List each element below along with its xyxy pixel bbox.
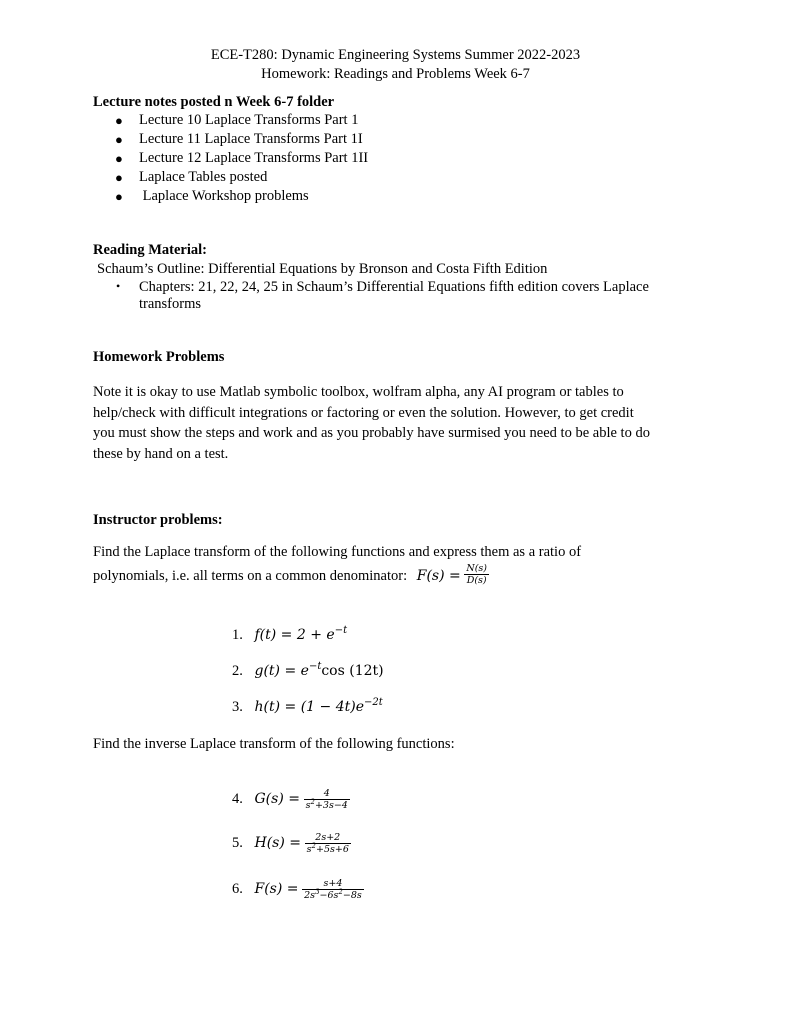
list-item: Lecture 12 Laplace Transforms Part 1II bbox=[139, 150, 369, 166]
problem-lhs: H(s) = bbox=[254, 834, 301, 851]
reading-chapters-line2: transforms bbox=[139, 296, 202, 312]
fraction-denominator: $s^2+3s-4$ bbox=[305, 798, 348, 811]
problem-1 bbox=[232, 627, 347, 644]
bullet-icon: ● bbox=[115, 113, 123, 128]
fraction-numerator: N(s) bbox=[466, 563, 487, 574]
problem-3 bbox=[232, 699, 383, 716]
problem-number: 5. bbox=[232, 834, 243, 851]
reading-chapters-line1: Chapters: 21, 22, 24, 25 in Schaum’s Differential Equations fifth edition covers Laplace bbox=[139, 279, 649, 295]
problem-fraction bbox=[304, 788, 350, 811]
note-line: these by hand on a test. bbox=[93, 445, 229, 462]
instructor-intro-line2 bbox=[93, 563, 489, 586]
doc-title-line1: ECE-T280: Dynamic Engineering Systems Summer 2022-2023 bbox=[210, 47, 581, 63]
reading-source: Schaum’s Outline: Differential Equations by Bronson and Costa Fifth Edition bbox=[97, 261, 548, 277]
fraction-denominator: $s^2+5s+6$ bbox=[306, 842, 349, 855]
homework-heading: Homework Problems bbox=[93, 349, 225, 365]
fraction-denominator: D(s) bbox=[466, 575, 487, 586]
instructor-intro-line1: Find the Laplace transform of the following functions and express them as a ratio of bbox=[93, 544, 582, 560]
problem-number: 2. bbox=[232, 663, 243, 679]
doc-title-line2: Homework: Readings and Problems Week 6-7 bbox=[261, 66, 530, 82]
problem-fraction bbox=[305, 832, 351, 855]
note-line: Note it is okay to use Matlab symbolic toolbox, wolfram alpha, any AI program or tables to bbox=[93, 384, 624, 400]
intro-fraction bbox=[464, 563, 489, 586]
instructor-heading: Instructor problems: bbox=[93, 512, 223, 528]
list-item: Lecture 10 Laplace Transforms Part 1 bbox=[139, 112, 359, 128]
homework-note bbox=[93, 382, 703, 464]
problem-expression: $h(t) = (1 - 4t)e^{-2t}$ bbox=[254, 697, 383, 715]
intro-formula-lhs: F(s) = bbox=[416, 567, 461, 584]
intro-text: polynomials, i.e. all terms on a common denominator: bbox=[93, 567, 408, 584]
problem-number: 3. bbox=[232, 699, 243, 715]
bullet-icon: ● bbox=[115, 151, 123, 166]
list-item: Laplace Workshop problems bbox=[139, 188, 309, 204]
problem-2 bbox=[232, 663, 384, 680]
fraction-numerator: 2s+2 bbox=[305, 832, 351, 844]
fraction-denominator: $2s^3-6s^2-8s$ bbox=[304, 888, 362, 901]
problem-5 bbox=[232, 832, 351, 855]
reading-heading: Reading Material: bbox=[93, 242, 207, 258]
note-line: you must show the steps and work and as you probably have surmised you need to be able to do bbox=[93, 425, 650, 441]
bullet-icon: ● bbox=[115, 189, 123, 204]
inverse-intro: Find the inverse Laplace transform of the following functions: bbox=[93, 736, 455, 752]
problem-number: 1. bbox=[232, 627, 243, 643]
problem-lhs: G(s) = bbox=[254, 790, 300, 807]
list-item: Lecture 11 Laplace Transforms Part 1I bbox=[139, 131, 363, 147]
problem-6 bbox=[232, 878, 364, 901]
problem-expression: $f(t) = 2 + e^{-t}$ bbox=[254, 625, 348, 643]
problem-number: 4. bbox=[232, 790, 243, 807]
bullet-icon: • bbox=[116, 279, 121, 293]
lecture-notes-heading: Lecture notes posted n Week 6-7 folder bbox=[93, 94, 335, 110]
problem-fraction bbox=[302, 878, 364, 901]
fraction-numerator: 4 bbox=[304, 788, 350, 800]
problem-number: 6. bbox=[232, 880, 243, 897]
list-item: Laplace Tables posted bbox=[139, 169, 268, 185]
fraction-numerator: s+4 bbox=[302, 878, 364, 890]
note-line: help/check with difficult integrations or factoring or even the solution. However, to get credit bbox=[93, 404, 634, 421]
problem-lhs: F(s) = bbox=[254, 880, 299, 897]
problem-expression: $g(t) = e^{-t}\cos$ (12t) bbox=[254, 661, 384, 679]
bullet-icon: ● bbox=[115, 132, 123, 147]
problem-4 bbox=[232, 788, 350, 811]
bullet-icon: ● bbox=[115, 170, 123, 185]
